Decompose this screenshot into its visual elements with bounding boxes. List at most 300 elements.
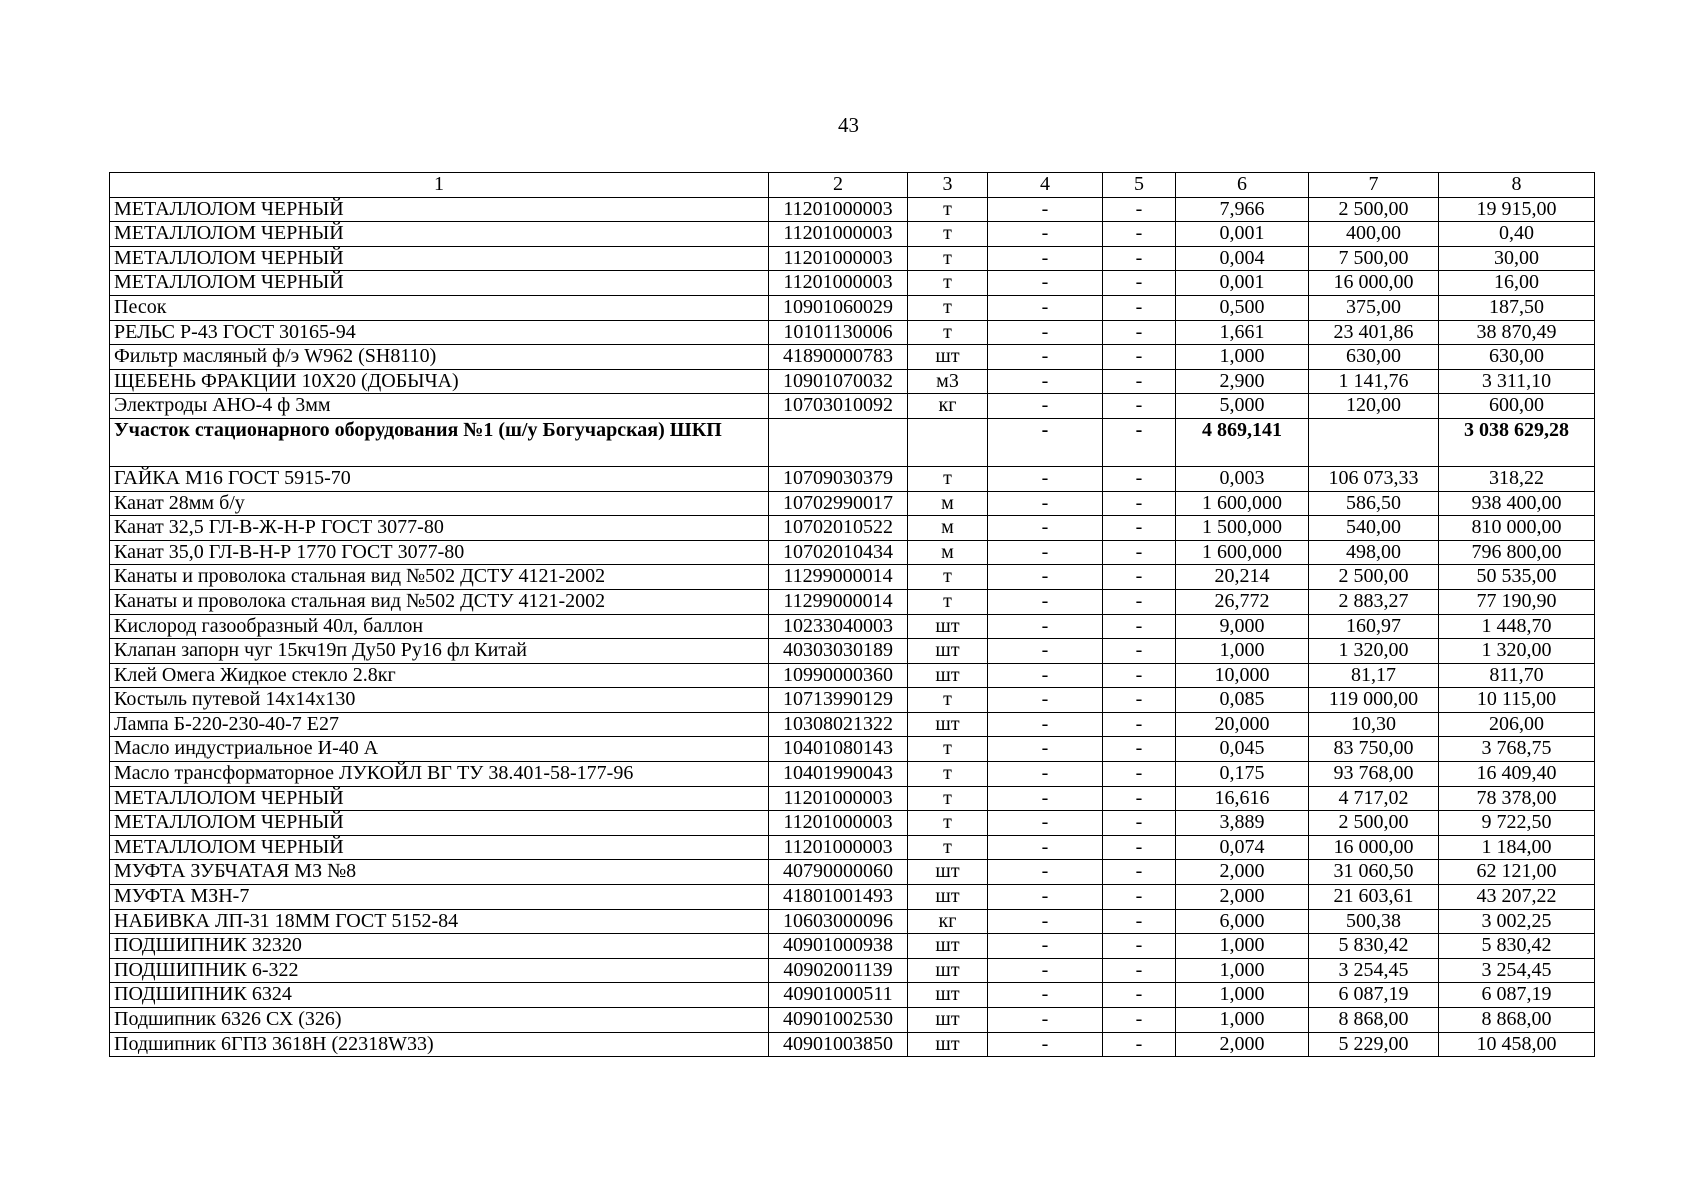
unit-cell: т [908,737,988,762]
item-name-cell: МЕТАЛЛОЛОМ ЧЕРНЫЙ [110,246,769,271]
quantity-cell: 2,000 [1176,885,1309,910]
quantity-cell: 2,900 [1176,369,1309,394]
header-cell: 1 [110,173,769,198]
price-cell: 93 768,00 [1309,762,1439,787]
quantity-cell: 9,000 [1176,614,1309,639]
quantity-cell: 1,000 [1176,958,1309,983]
table-row [110,614,1595,639]
item-name-cell: ПОДШИПНИК 6-322 [110,958,769,983]
price-cell [1309,418,1439,466]
amount-cell: 3 254,45 [1439,958,1595,983]
unit-cell: шт [908,885,988,910]
item-code-cell: 40901003850 [769,1032,908,1057]
unit-cell: шт [908,712,988,737]
col-4-cell: - [988,295,1103,320]
table-row [110,1032,1595,1057]
quantity-cell: 1,000 [1176,345,1309,370]
section-row [110,418,1595,466]
col-5-cell: - [1103,860,1176,885]
unit-cell: т [908,295,988,320]
amount-cell: 810 000,00 [1439,516,1595,541]
quantity-cell: 1,000 [1176,639,1309,664]
item-name-cell: РЕЛЬС Р-43 ГОСТ 30165-94 [110,320,769,345]
col-4-cell: - [988,271,1103,296]
col-4-cell: - [988,394,1103,419]
col-5-cell: - [1103,271,1176,296]
col-5-cell: - [1103,565,1176,590]
price-cell: 120,00 [1309,394,1439,419]
table-row [110,246,1595,271]
unit-cell: шт [908,860,988,885]
price-cell: 83 750,00 [1309,737,1439,762]
amount-cell: 16 409,40 [1439,762,1595,787]
unit-cell: т [908,835,988,860]
col-4-cell: - [988,418,1103,466]
quantity-cell: 5,000 [1176,394,1309,419]
price-cell: 5 229,00 [1309,1032,1439,1057]
quantity-cell: 0,001 [1176,271,1309,296]
col-4-cell: - [988,835,1103,860]
item-code-cell [769,418,908,466]
item-code-cell: 11201000003 [769,222,908,247]
table-row [110,958,1595,983]
price-cell: 2 500,00 [1309,811,1439,836]
amount-cell: 796 800,00 [1439,540,1595,565]
col-4-cell: - [988,614,1103,639]
col-5-cell: - [1103,466,1176,491]
col-5-cell: - [1103,295,1176,320]
col-4-cell: - [988,222,1103,247]
item-name-cell: Кислород газообразный 40л, баллон [110,614,769,639]
unit-cell: кг [908,909,988,934]
col-4-cell: - [988,320,1103,345]
unit-cell: т [908,466,988,491]
amount-cell: 206,00 [1439,712,1595,737]
price-cell: 540,00 [1309,516,1439,541]
quantity-cell: 1,000 [1176,983,1309,1008]
item-code-cell: 10603000096 [769,909,908,934]
amount-cell: 16,00 [1439,271,1595,296]
item-name-cell: Подшипник 6ГПЗ 3618Н (22318W33) [110,1032,769,1057]
inventory-table [109,172,1595,1057]
quantity-cell: 0,001 [1176,222,1309,247]
item-code-cell: 40901002530 [769,1008,908,1033]
quantity-cell: 1,661 [1176,320,1309,345]
item-code-cell: 40303030189 [769,639,908,664]
table-row [110,516,1595,541]
col-5-cell: - [1103,688,1176,713]
unit-cell: т [908,688,988,713]
table-row [110,983,1595,1008]
amount-cell: 10 458,00 [1439,1032,1595,1057]
col-4-cell: - [988,197,1103,222]
quantity-cell: 4 869,141 [1176,418,1309,466]
unit-cell: м [908,516,988,541]
table-row [110,835,1595,860]
col-4-cell: - [988,369,1103,394]
col-4-cell: - [988,885,1103,910]
price-cell: 498,00 [1309,540,1439,565]
item-name-cell: Электроды АНО-4 ф 3мм [110,394,769,419]
col-5-cell: - [1103,320,1176,345]
price-cell: 4 717,02 [1309,786,1439,811]
col-5-cell: - [1103,246,1176,271]
quantity-cell: 0,003 [1176,466,1309,491]
item-code-cell: 11201000003 [769,246,908,271]
col-5-cell: - [1103,737,1176,762]
col-4-cell: - [988,860,1103,885]
col-5-cell: - [1103,885,1176,910]
item-code-cell: 10401080143 [769,737,908,762]
table-row [110,663,1595,688]
item-name-cell: МЕТАЛЛОЛОМ ЧЕРНЫЙ [110,271,769,296]
amount-cell: 1 448,70 [1439,614,1595,639]
price-cell: 3 254,45 [1309,958,1439,983]
col-4-cell: - [988,786,1103,811]
table-row [110,491,1595,516]
item-code-cell: 10713990129 [769,688,908,713]
table-row [110,909,1595,934]
amount-cell: 38 870,49 [1439,320,1595,345]
item-code-cell: 11201000003 [769,835,908,860]
quantity-cell: 1,000 [1176,934,1309,959]
item-code-cell: 10703010092 [769,394,908,419]
price-cell: 16 000,00 [1309,835,1439,860]
table-row [110,271,1595,296]
unit-cell: т [908,222,988,247]
amount-cell: 8 868,00 [1439,1008,1595,1033]
item-code-cell: 10702010522 [769,516,908,541]
amount-cell: 600,00 [1439,394,1595,419]
table-row [110,345,1595,370]
col-4-cell: - [988,811,1103,836]
item-name-cell: Канат 35,0 ГЛ-В-Н-Р 1770 ГОСТ 3077-80 [110,540,769,565]
amount-cell: 77 190,90 [1439,589,1595,614]
price-cell: 16 000,00 [1309,271,1439,296]
amount-cell: 630,00 [1439,345,1595,370]
table-row [110,369,1595,394]
price-cell: 5 830,42 [1309,934,1439,959]
unit-cell: шт [908,345,988,370]
amount-cell: 10 115,00 [1439,688,1595,713]
col-5-cell: - [1103,1008,1176,1033]
col-4-cell: - [988,712,1103,737]
item-name-cell: НАБИВКА ЛП-31 18ММ ГОСТ 5152-84 [110,909,769,934]
amount-cell: 30,00 [1439,246,1595,271]
unit-cell: т [908,589,988,614]
header-cell: 5 [1103,173,1176,198]
item-name-cell: МЕТАЛЛОЛОМ ЧЕРНЫЙ [110,222,769,247]
col-4-cell: - [988,345,1103,370]
quantity-cell: 1 600,000 [1176,491,1309,516]
item-code-cell: 10702990017 [769,491,908,516]
table-row [110,786,1595,811]
col-5-cell: - [1103,958,1176,983]
table-row [110,811,1595,836]
table-row [110,885,1595,910]
quantity-cell: 1 600,000 [1176,540,1309,565]
header-cell: 2 [769,173,908,198]
col-4-cell: - [988,737,1103,762]
col-4-cell: - [988,688,1103,713]
amount-cell: 6 087,19 [1439,983,1595,1008]
amount-cell: 3 002,25 [1439,909,1595,934]
item-code-cell: 11201000003 [769,786,908,811]
item-name-cell: ПОДШИПНИК 32320 [110,934,769,959]
col-5-cell: - [1103,934,1176,959]
col-4-cell: - [988,466,1103,491]
item-name-cell: Клапан запорн чуг 15кч19п Ду50 Ру16 фл Китай [110,639,769,664]
header-cell: 7 [1309,173,1439,198]
col-5-cell: - [1103,491,1176,516]
unit-cell: т [908,246,988,271]
col-4-cell: - [988,491,1103,516]
col-5-cell: - [1103,811,1176,836]
table-row [110,222,1595,247]
item-code-cell: 10233040003 [769,614,908,639]
page-number: 43 [838,113,859,137]
price-cell: 400,00 [1309,222,1439,247]
col-5-cell: - [1103,540,1176,565]
quantity-cell: 0,500 [1176,295,1309,320]
unit-cell [908,418,988,466]
price-cell: 160,97 [1309,614,1439,639]
amount-cell: 1 320,00 [1439,639,1595,664]
item-name-cell: Масло индустриальное И-40 А [110,737,769,762]
table-row [110,320,1595,345]
amount-cell: 19 915,00 [1439,197,1595,222]
col-4-cell: - [988,246,1103,271]
table-row [110,639,1595,664]
item-name-cell: Канаты и проволока стальная вид №502 ДСТУ 4121-2002 [110,565,769,590]
col-5-cell: - [1103,418,1176,466]
unit-cell: шт [908,958,988,983]
amount-cell: 78 378,00 [1439,786,1595,811]
price-cell: 1 320,00 [1309,639,1439,664]
amount-cell: 3 311,10 [1439,369,1595,394]
item-name-cell: ГАЙКА М16 ГОСТ 5915-70 [110,466,769,491]
quantity-cell: 2,000 [1176,1032,1309,1057]
unit-cell: м [908,540,988,565]
table-row [110,860,1595,885]
quantity-cell: 2,000 [1176,860,1309,885]
amount-cell: 43 207,22 [1439,885,1595,910]
col-4-cell: - [988,958,1103,983]
header-cell: 4 [988,173,1103,198]
unit-cell: т [908,320,988,345]
item-name-cell: Подшипник 6326 СХ (326) [110,1008,769,1033]
table-row [110,934,1595,959]
unit-cell: шт [908,663,988,688]
price-cell: 21 603,61 [1309,885,1439,910]
amount-cell: 187,50 [1439,295,1595,320]
item-name-cell: Фильтр масляный ф/э W962 (SH8110) [110,345,769,370]
col-5-cell: - [1103,345,1176,370]
unit-cell: м [908,491,988,516]
unit-cell: м3 [908,369,988,394]
item-name-cell: МЕТАЛЛОЛОМ ЧЕРНЫЙ [110,835,769,860]
price-cell: 1 141,76 [1309,369,1439,394]
price-cell: 119 000,00 [1309,688,1439,713]
item-code-cell: 40790000060 [769,860,908,885]
unit-cell: шт [908,1032,988,1057]
table-row [110,737,1595,762]
col-5-cell: - [1103,762,1176,787]
quantity-cell: 10,000 [1176,663,1309,688]
quantity-cell: 3,889 [1176,811,1309,836]
unit-cell: т [908,197,988,222]
item-name-cell: Песок [110,295,769,320]
table-row [110,565,1595,590]
item-name-cell: ЩЕБЕНЬ ФРАКЦИИ 10Х20 (ДОБЫЧА) [110,369,769,394]
unit-cell: шт [908,934,988,959]
item-code-cell: 10709030379 [769,466,908,491]
col-4-cell: - [988,589,1103,614]
quantity-cell: 0,085 [1176,688,1309,713]
col-4-cell: - [988,1008,1103,1033]
quantity-cell: 1 500,000 [1176,516,1309,541]
unit-cell: т [908,786,988,811]
amount-cell: 3 768,75 [1439,737,1595,762]
price-cell: 375,00 [1309,295,1439,320]
item-name-cell: Лампа Б-220-230-40-7 Е27 [110,712,769,737]
col-4-cell: - [988,983,1103,1008]
item-name-cell: Клей Омега Жидкое стекло 2.8кг [110,663,769,688]
price-cell: 6 087,19 [1309,983,1439,1008]
table-body [110,173,1595,1057]
amount-cell: 0,40 [1439,222,1595,247]
item-code-cell: 10990000360 [769,663,908,688]
price-cell: 23 401,86 [1309,320,1439,345]
col-5-cell: - [1103,516,1176,541]
unit-cell: кг [908,394,988,419]
unit-cell: шт [908,1008,988,1033]
table-row [110,394,1595,419]
table-row [110,712,1595,737]
col-5-cell: - [1103,222,1176,247]
price-cell: 2 500,00 [1309,197,1439,222]
unit-cell: т [908,762,988,787]
col-5-cell: - [1103,663,1176,688]
quantity-cell: 0,004 [1176,246,1309,271]
table-row [110,589,1595,614]
price-cell: 31 060,50 [1309,860,1439,885]
table-row [110,197,1595,222]
table-row [110,762,1595,787]
table-header-row [110,173,1595,198]
item-code-cell: 40902001139 [769,958,908,983]
table-row [110,540,1595,565]
table-row [110,466,1595,491]
item-name-cell: МУФТА МЗН-7 [110,885,769,910]
price-cell: 8 868,00 [1309,1008,1439,1033]
item-code-cell: 40901000938 [769,934,908,959]
item-name-cell: Канаты и проволока стальная вид №502 ДСТУ 4121-2002 [110,589,769,614]
amount-cell: 1 184,00 [1439,835,1595,860]
item-code-cell: 10101130006 [769,320,908,345]
col-5-cell: - [1103,369,1176,394]
item-code-cell: 41801001493 [769,885,908,910]
price-cell: 106 073,33 [1309,466,1439,491]
unit-cell: т [908,565,988,590]
price-cell: 81,17 [1309,663,1439,688]
quantity-cell: 0,175 [1176,762,1309,787]
amount-cell: 62 121,00 [1439,860,1595,885]
unit-cell: шт [908,983,988,1008]
item-code-cell: 41890000783 [769,345,908,370]
quantity-cell: 0,045 [1176,737,1309,762]
item-code-cell: 11299000014 [769,565,908,590]
header-cell: 8 [1439,173,1595,198]
quantity-cell: 20,000 [1176,712,1309,737]
price-cell: 10,30 [1309,712,1439,737]
quantity-cell: 20,214 [1176,565,1309,590]
item-name-cell: МУФТА ЗУБЧАТАЯ МЗ №8 [110,860,769,885]
col-5-cell: - [1103,639,1176,664]
item-code-cell: 10702010434 [769,540,908,565]
item-code-cell: 11201000003 [769,271,908,296]
col-4-cell: - [988,663,1103,688]
quantity-cell: 7,966 [1176,197,1309,222]
item-code-cell: 10901070032 [769,369,908,394]
amount-cell: 3 038 629,28 [1439,418,1595,466]
amount-cell: 5 830,42 [1439,934,1595,959]
quantity-cell: 0,074 [1176,835,1309,860]
table-row [110,1008,1595,1033]
unit-cell: шт [908,614,988,639]
col-4-cell: - [988,639,1103,664]
amount-cell: 50 535,00 [1439,565,1595,590]
item-name-cell: ПОДШИПНИК 6324 [110,983,769,1008]
price-cell: 586,50 [1309,491,1439,516]
item-name-cell: МЕТАЛЛОЛОМ ЧЕРНЫЙ [110,811,769,836]
unit-cell: т [908,811,988,836]
item-code-cell: 40901000511 [769,983,908,1008]
col-5-cell: - [1103,197,1176,222]
quantity-cell: 6,000 [1176,909,1309,934]
col-5-cell: - [1103,712,1176,737]
amount-cell: 9 722,50 [1439,811,1595,836]
item-code-cell: 10308021322 [769,712,908,737]
unit-cell: шт [908,639,988,664]
col-5-cell: - [1103,394,1176,419]
col-4-cell: - [988,762,1103,787]
item-code-cell: 11201000003 [769,811,908,836]
col-5-cell: - [1103,786,1176,811]
col-4-cell: - [988,540,1103,565]
header-cell: 6 [1176,173,1309,198]
price-cell: 500,38 [1309,909,1439,934]
item-code-cell: 11201000003 [769,197,908,222]
price-cell: 7 500,00 [1309,246,1439,271]
col-4-cell: - [988,516,1103,541]
price-cell: 2 883,27 [1309,589,1439,614]
col-5-cell: - [1103,614,1176,639]
item-code-cell: 11299000014 [769,589,908,614]
header-cell: 3 [908,173,988,198]
item-name-cell: Участок стационарного оборудования №1 (ш/у Богучарская) ШКП [110,418,769,466]
item-name-cell: МЕТАЛЛОЛОМ ЧЕРНЫЙ [110,197,769,222]
amount-cell: 938 400,00 [1439,491,1595,516]
item-name-cell: Канат 32,5 ГЛ-В-Ж-Н-Р ГОСТ 3077-80 [110,516,769,541]
price-cell: 630,00 [1309,345,1439,370]
col-5-cell: - [1103,983,1176,1008]
col-5-cell: - [1103,1032,1176,1057]
item-name-cell: Костыль путевой 14х14х130 [110,688,769,713]
quantity-cell: 1,000 [1176,1008,1309,1033]
item-name-cell: Канат 28мм б/у [110,491,769,516]
price-cell: 2 500,00 [1309,565,1439,590]
